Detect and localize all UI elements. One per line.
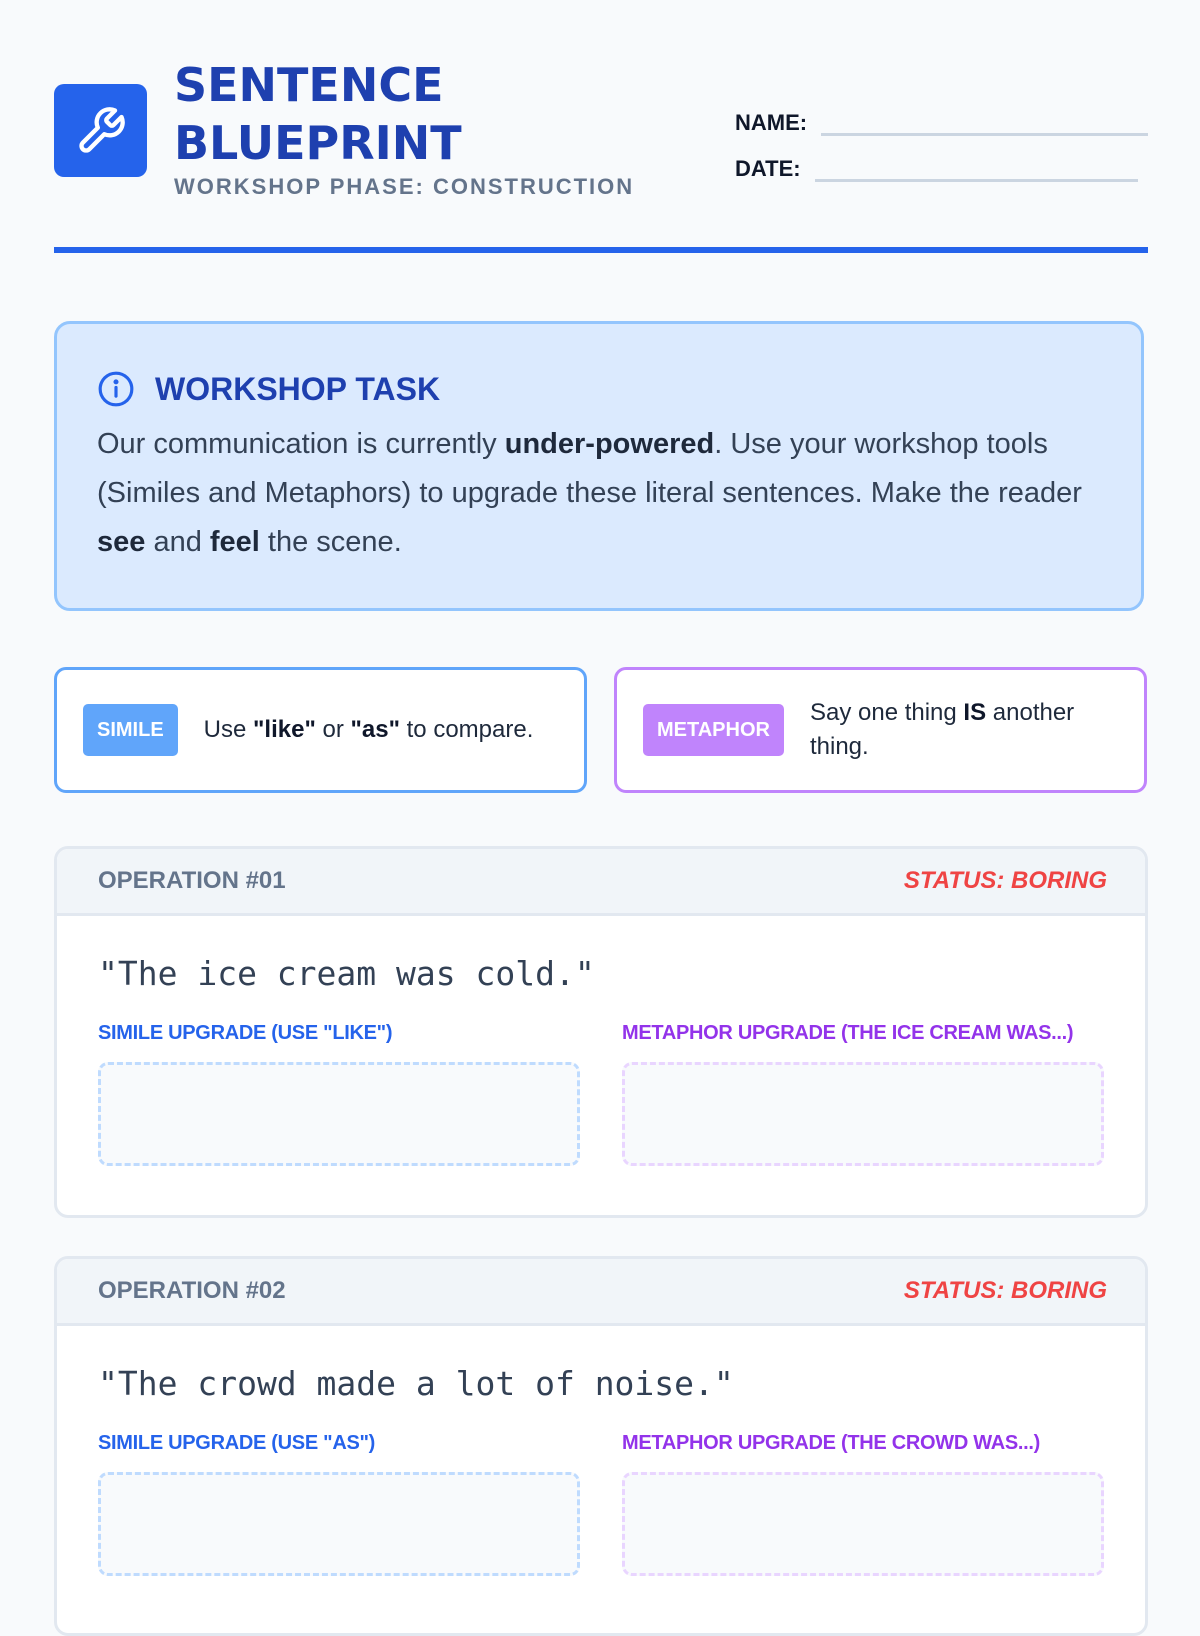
task-emphasis: see xyxy=(97,526,146,558)
def-text: to compare. xyxy=(399,716,534,743)
def-keyword: IS xyxy=(963,699,987,726)
metaphor-definition xyxy=(810,696,1118,764)
page-title xyxy=(174,56,634,172)
simile-chip: SIMILE xyxy=(83,704,178,756)
date-line[interactable] xyxy=(815,153,1138,182)
name-line[interactable] xyxy=(821,107,1148,136)
task-emphasis: under-powered xyxy=(504,428,715,460)
simile-answer-box[interactable] xyxy=(98,1062,580,1166)
def-text: or xyxy=(315,716,351,743)
status-badge: STATUS: BORING xyxy=(903,867,1107,894)
upgrade-row xyxy=(98,1022,1145,1166)
task-text: the scene. xyxy=(259,526,402,558)
metaphor-answer-box[interactable] xyxy=(622,1472,1104,1576)
date-field xyxy=(735,136,1148,182)
metaphor-upgrade-label: METAPHOR UPGRADE (THE CROWD WAS...) xyxy=(622,1432,1041,1454)
name-field xyxy=(735,90,1148,136)
wrench-icon xyxy=(75,105,127,157)
metaphor-upgrade xyxy=(622,1022,1104,1166)
student-fields xyxy=(735,90,1148,182)
task-description xyxy=(97,420,1101,567)
def-keyword: "like" xyxy=(253,716,316,743)
simile-upgrade xyxy=(98,1432,580,1576)
operation-number: OPERATION #02 xyxy=(98,1277,286,1304)
operation-header xyxy=(57,849,1145,916)
operation-card-2 xyxy=(54,1256,1148,1636)
page-subtitle: WORKSHOP PHASE: CONSTRUCTION xyxy=(174,174,635,199)
task-emphasis: feel xyxy=(209,526,260,558)
simile-answer-box[interactable] xyxy=(98,1472,580,1576)
simile-upgrade-label: SIMILE UPGRADE (USE "AS") xyxy=(98,1432,376,1454)
title-block xyxy=(174,56,634,200)
metaphor-chip: METAPHOR xyxy=(643,704,784,756)
worksheet-header xyxy=(54,52,1148,202)
operation-header xyxy=(57,1259,1145,1326)
task-text: and xyxy=(145,526,210,558)
def-text: another thing. xyxy=(809,699,1075,760)
metaphor-answer-box[interactable] xyxy=(622,1062,1104,1166)
task-text: Our communication is currently xyxy=(97,428,505,460)
task-text: . Use your workshop tools (Similes and Metaphors) to upgrade these literal sentences. Make the reader xyxy=(97,428,1082,509)
def-keyword: "as" xyxy=(350,716,400,743)
operation-number: OPERATION #01 xyxy=(98,867,286,894)
literal-sentence: "The crowd made a lot of noise." xyxy=(98,1364,734,1403)
task-title: WORKSHOP TASK xyxy=(155,370,441,407)
title-line-2: BLUEPRINT xyxy=(174,116,462,170)
status-badge: STATUS: BORING xyxy=(903,1277,1107,1304)
simile-definition xyxy=(204,713,534,747)
def-text: Use xyxy=(203,716,254,743)
upgrade-row xyxy=(98,1432,1145,1576)
name-label: NAME: xyxy=(735,110,808,135)
date-label: DATE: xyxy=(735,156,801,181)
simile-upgrade xyxy=(98,1022,580,1166)
title-line-1: SENTENCE xyxy=(174,58,444,112)
def-text: Say one thing xyxy=(809,699,964,726)
metaphor-upgrade-label: METAPHOR UPGRADE (THE ICE CREAM WAS...) xyxy=(622,1022,1074,1044)
task-header xyxy=(97,364,1101,414)
metaphor-upgrade xyxy=(622,1432,1104,1576)
simile-upgrade-label: SIMILE UPGRADE (USE "LIKE") xyxy=(98,1022,393,1044)
simile-definition-card xyxy=(54,667,587,793)
operation-card-1 xyxy=(54,846,1148,1218)
literal-sentence: "The ice cream was cold." xyxy=(98,954,595,993)
info-icon xyxy=(97,370,135,408)
logo-badge xyxy=(54,84,147,177)
metaphor-definition-card xyxy=(614,667,1147,793)
header-divider xyxy=(54,247,1148,253)
workshop-task-box xyxy=(54,321,1144,611)
